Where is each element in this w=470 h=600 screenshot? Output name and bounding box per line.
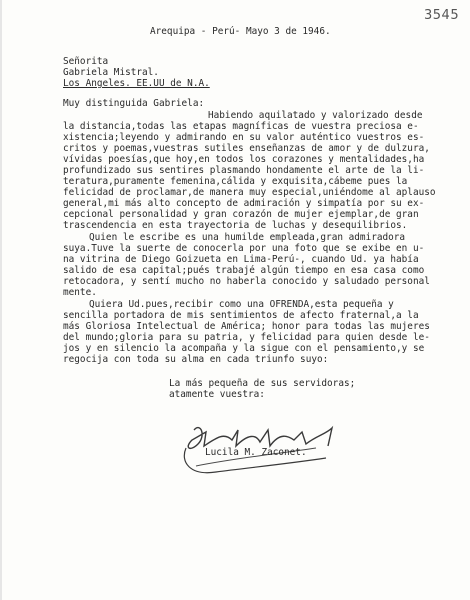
- body-line: suya.Tuve la suerte de conocerla por una foto que se exibe en u-: [63, 243, 425, 254]
- body-line: salido de esa capital;pués trabajé algún tiempo en esa casa como: [63, 265, 425, 276]
- body-line: cepcional personalidad y gran corazón de mujer ejemplar,de gran: [63, 209, 419, 220]
- closing-line-1: La más pequeña de sus servidoras;: [169, 378, 356, 389]
- body-line: profundizado sus sentires plasmando hondamente el arte de la li-: [63, 165, 425, 176]
- body-line: trascendencia en esta trayectoria de luchas y desequilibrios.: [63, 220, 408, 231]
- date-line: Arequipa - Perú- Mayo 3 de 1946.: [150, 26, 331, 37]
- page-edge: [0, 0, 2, 600]
- body-line: critos y poemas,vuestras sutiles enseñanzas de amor y de dulzura,: [63, 143, 430, 154]
- body-line: felicidad de proclamar,de manera muy especial,uniéndome al aplauso: [63, 187, 436, 198]
- body-line: teratura,puramente femenina,cálida y exquisita,cábeme pues la: [63, 176, 408, 187]
- salutation: Muy distinguida Gabriela:: [63, 98, 205, 109]
- closing-line-2: atamente vuestra:: [169, 389, 265, 400]
- body-line: na vitrina de Diego Goizueta en Lima-Perú-, cuando Ud. ya había: [63, 254, 419, 265]
- body-line: jos y en silencio la acompaña y la sigue con el pensamiento,y se: [63, 343, 425, 354]
- recipient-address: Los Angeles. EE.UU de N.A.: [63, 78, 210, 89]
- body-line: vívidas poesías,que hoy,en todos los corazones y mentalidades,ha: [63, 154, 425, 165]
- body-line: retocadora, y sentí mucho no haberla conocido y saludado personal: [63, 276, 430, 287]
- recipient-name: Gabriela Mistral.: [63, 67, 159, 78]
- archive-number: 3545: [424, 8, 460, 23]
- body-line: general,mi más alto concepto de admiración y simpatía por su ex-: [63, 198, 425, 209]
- body-line: del mundo;gloria para su patria, y felicidad para quien desde le-: [63, 332, 430, 343]
- recipient-title: Señorita: [63, 56, 109, 67]
- body-line: Quiera Ud.pues,recibir como una OFRENDA,esta pequeña y: [89, 299, 394, 310]
- body-line: sencilla portadora de mis sentimientos de afecto fraternal,a la: [63, 310, 419, 321]
- signature-name: Lucila M. Zaconet.: [205, 447, 307, 458]
- body-line: más Gloriosa Intelectual de América; honor para todas las mujeres: [63, 321, 430, 332]
- body-line: Habiendo aquilatado y valorizado desde: [208, 110, 423, 121]
- body-line: xistencia;leyendo y admirando en su valor auténtico vuestros es-: [63, 132, 425, 143]
- body-line: regocija con toda su alma en cada triunfo suyo:: [63, 354, 329, 365]
- body-line: Quien le escribe es una humilde empleada,gran admiradora: [89, 232, 406, 243]
- body-line: mente.: [63, 287, 97, 298]
- body-line: la distancia,todas las etapas magníficas de vuestra preciosa e-: [63, 121, 419, 132]
